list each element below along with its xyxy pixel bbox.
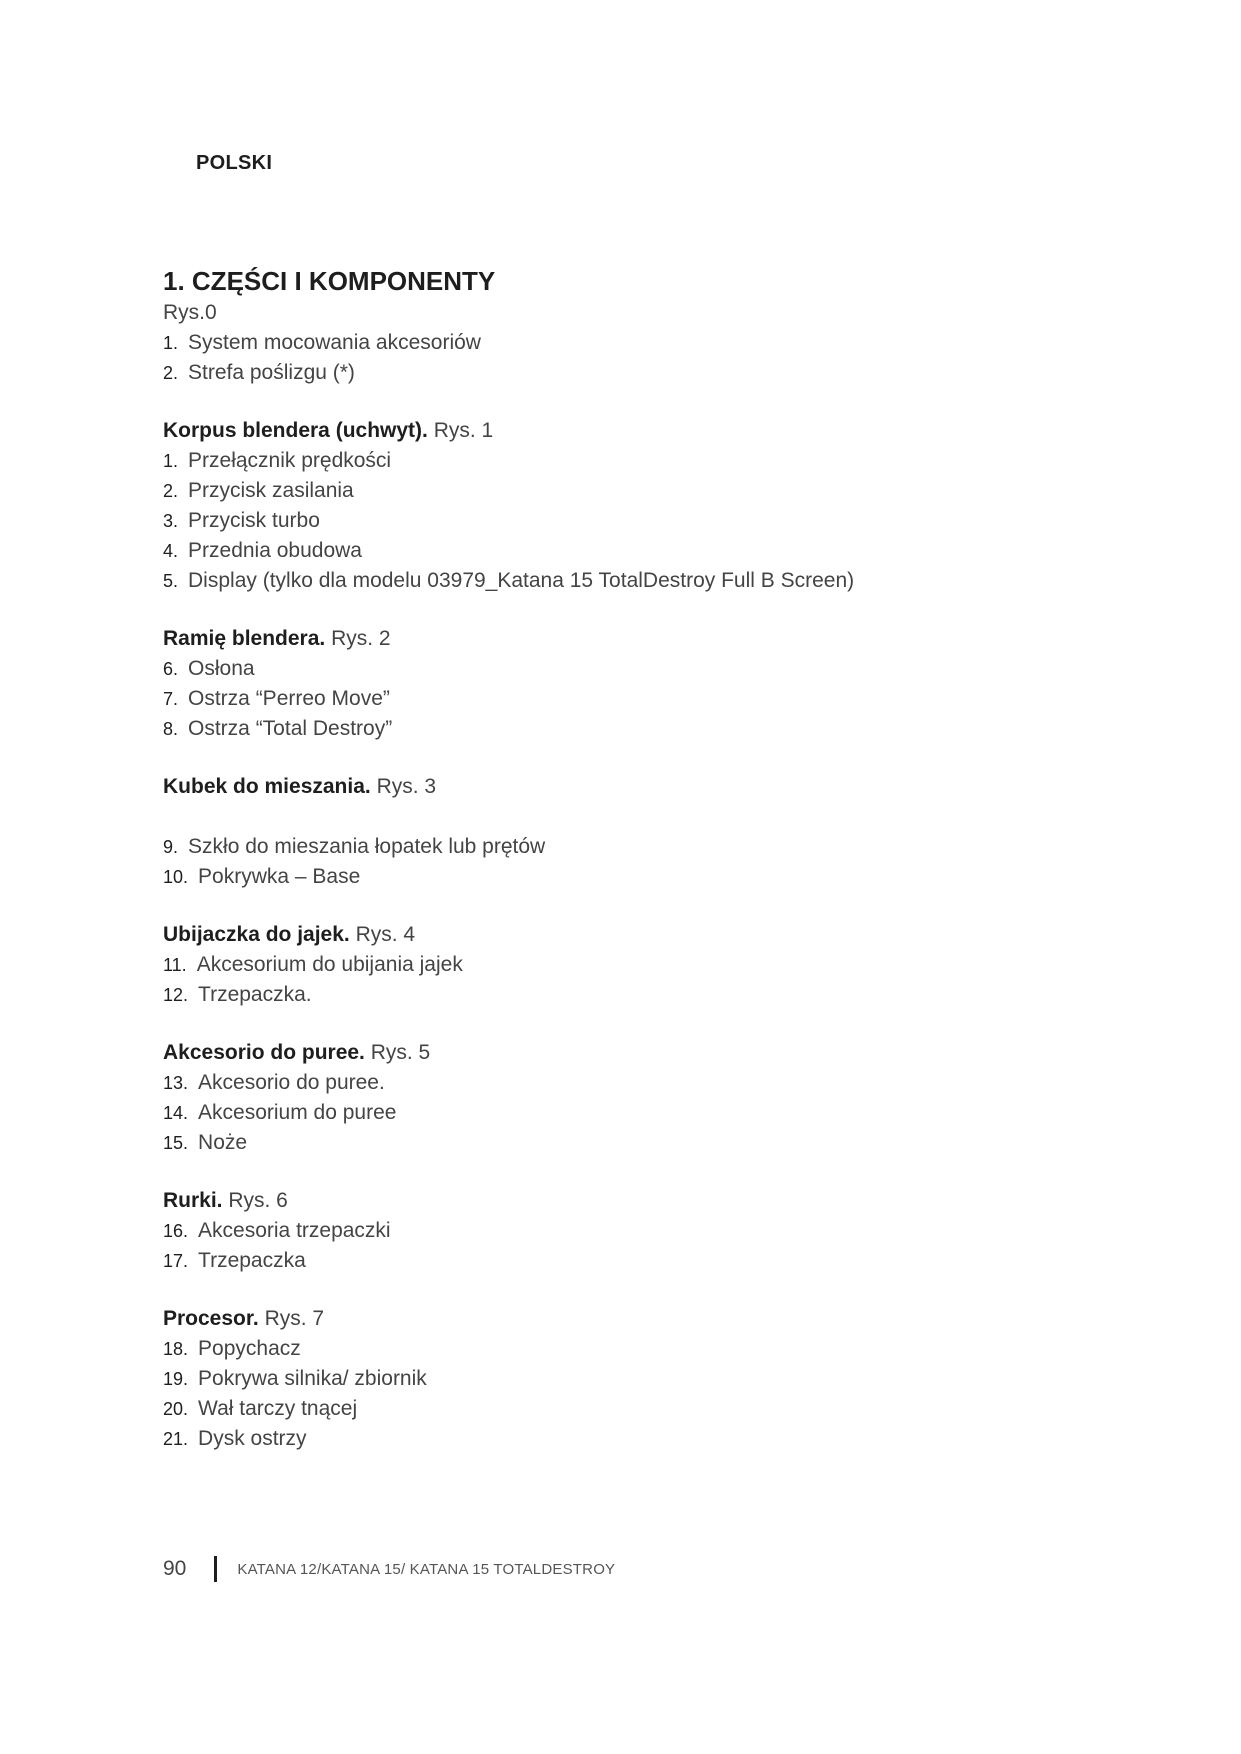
parts-list xyxy=(163,1216,1163,1276)
item-text: Osłona xyxy=(188,657,255,680)
list-item xyxy=(163,862,1163,892)
item-text: Akcesorio do puree. xyxy=(198,1071,385,1094)
section-figure-ref: Rys. 5 xyxy=(364,1041,431,1064)
item-text: Akcesorium do ubijania jajek xyxy=(196,953,463,976)
item-text: Dysk ostrzy xyxy=(198,1427,307,1450)
item-number: 18. xyxy=(163,1339,189,1359)
section-heading xyxy=(163,416,1163,446)
section-egg-beater xyxy=(163,920,1163,1010)
item-number: 5. xyxy=(163,571,179,591)
item-number: 7. xyxy=(163,689,179,709)
list-item xyxy=(163,536,1163,566)
section-heading xyxy=(163,1304,1163,1334)
item-number: 4. xyxy=(163,541,179,561)
parts-list xyxy=(163,1068,1163,1158)
list-item xyxy=(163,1098,1163,1128)
item-text: Pokrywka – Base xyxy=(198,865,361,888)
item-text: Popychacz xyxy=(198,1337,301,1360)
item-text: Noże xyxy=(198,1131,248,1154)
item-number: 14. xyxy=(163,1103,189,1123)
item-text: Szkło do mieszania łopatek lub prętów xyxy=(188,835,546,858)
page-number: 90 xyxy=(163,1557,187,1580)
section-figure-ref: Rys. 1 xyxy=(427,419,494,442)
spacer xyxy=(163,802,1163,832)
item-text: Ostrza “Perreo Move” xyxy=(188,687,390,710)
section-blender-body xyxy=(163,416,1163,596)
section-figure-ref: Rys. 4 xyxy=(349,923,416,946)
item-number: 20. xyxy=(163,1399,189,1419)
item-number: 11. xyxy=(163,955,187,975)
parts-list xyxy=(163,832,1163,892)
item-number: 15. xyxy=(163,1133,189,1153)
language-label: POLSKI xyxy=(196,152,273,174)
parts-list xyxy=(163,950,1163,1010)
section-figure-ref: Rys. 7 xyxy=(258,1307,325,1330)
list-item xyxy=(163,1334,1163,1364)
list-item xyxy=(163,566,1163,596)
item-number: 2. xyxy=(163,481,179,501)
section-title: Akcesorio do puree. xyxy=(163,1041,365,1064)
list-item xyxy=(163,654,1163,684)
section-title: Kubek do mieszania. xyxy=(163,775,371,798)
section-blender-arm xyxy=(163,624,1163,744)
item-text: System mocowania akcesoriów xyxy=(188,331,481,354)
section-title: Korpus blendera (uchwyt). xyxy=(163,419,428,442)
section-heading xyxy=(163,1038,1163,1068)
section-title: Ramię blendera. xyxy=(163,627,326,650)
parts-section xyxy=(163,264,1163,1454)
item-number: 8. xyxy=(163,719,179,739)
item-number: 16. xyxy=(163,1221,189,1241)
item-number: 19. xyxy=(163,1369,189,1389)
list-item xyxy=(163,1216,1163,1246)
list-item xyxy=(163,1394,1163,1424)
item-number: 10. xyxy=(163,867,189,887)
item-text: Trzepaczka xyxy=(198,1249,306,1272)
section-title: Rurki. xyxy=(163,1189,223,1212)
item-text: Trzepaczka. xyxy=(198,983,312,1006)
section-figure-ref: Rys. 3 xyxy=(370,775,437,798)
list-item xyxy=(163,684,1163,714)
section-figure-ref: Rys. 2 xyxy=(325,627,391,650)
list-item xyxy=(163,1424,1163,1454)
item-text: Display (tylko dla modelu 03979_Katana 15 TotalDestroy Full B Screen) xyxy=(188,569,855,592)
list-item xyxy=(163,980,1163,1010)
item-number: 1. xyxy=(163,333,179,353)
list-item xyxy=(163,1246,1163,1276)
figure-reference: Rys.0 xyxy=(163,301,217,324)
item-number: 12. xyxy=(163,985,189,1005)
list-item xyxy=(163,1128,1163,1158)
item-text: Ostrza “Total Destroy” xyxy=(188,717,393,740)
item-text: Przednia obudowa xyxy=(188,539,362,562)
item-text: Przycisk zasilania xyxy=(188,479,354,502)
page-heading: 1. CZĘŚCI I KOMPONENTY xyxy=(163,266,496,296)
section-title: Procesor. xyxy=(163,1307,259,1330)
list-item xyxy=(163,358,1163,388)
list-item xyxy=(163,1364,1163,1394)
item-number: 6. xyxy=(163,659,179,679)
footer-divider xyxy=(214,1556,217,1582)
intro-list xyxy=(163,328,1163,388)
parts-list xyxy=(163,654,1163,744)
item-text: Wał tarczy tnącej xyxy=(198,1397,358,1420)
list-item xyxy=(163,714,1163,744)
section-figure-ref: Rys. 6 xyxy=(222,1189,288,1212)
list-item xyxy=(163,446,1163,476)
item-text: Przycisk turbo xyxy=(188,509,320,532)
item-text: Akcesorium do puree xyxy=(198,1101,397,1124)
item-number: 3. xyxy=(163,511,179,531)
item-number: 21. xyxy=(163,1429,189,1449)
section-heading xyxy=(163,1186,1163,1216)
section-puree-accessory xyxy=(163,1038,1163,1158)
item-text: Pokrywa silnika/ zbiornik xyxy=(198,1367,427,1390)
item-text: Akcesoria trzepaczki xyxy=(198,1219,391,1242)
section-mixing-cup xyxy=(163,772,1163,892)
footer-product-name: KATANA 12/KATANA 15/ KATANA 15 TOTALDESTROY xyxy=(237,1560,616,1578)
section-title: Ubijaczka do jajek. xyxy=(163,923,350,946)
item-number: 2. xyxy=(163,363,179,383)
parts-list xyxy=(163,446,1163,596)
item-number: 1. xyxy=(163,451,179,471)
list-item xyxy=(163,1068,1163,1098)
section-processor xyxy=(163,1304,1163,1454)
item-number: 9. xyxy=(163,837,179,857)
page-footer xyxy=(163,1554,615,1584)
list-item xyxy=(163,506,1163,536)
list-item xyxy=(163,832,1163,862)
item-text: Strefa poślizgu (*) xyxy=(188,361,355,384)
item-number: 13. xyxy=(163,1073,189,1093)
item-number: 17. xyxy=(163,1251,189,1271)
parts-list xyxy=(163,1334,1163,1454)
section-tubes xyxy=(163,1186,1163,1276)
list-item xyxy=(163,476,1163,506)
list-item xyxy=(163,950,1163,980)
section-heading xyxy=(163,624,1163,654)
item-text: Przełącznik prędkości xyxy=(188,449,392,472)
section-heading xyxy=(163,920,1163,950)
list-item xyxy=(163,328,1163,358)
section-heading xyxy=(163,772,1163,802)
